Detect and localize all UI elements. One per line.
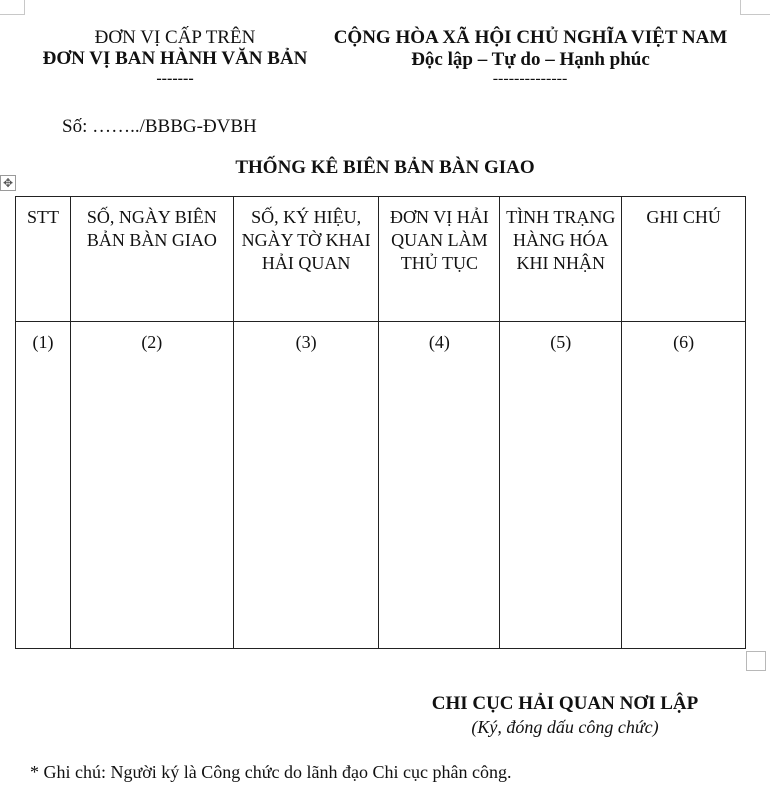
table-cell[interactable]: (3): [233, 322, 379, 649]
right-divider: --------------: [492, 70, 568, 87]
page-corner-mark-top-right: [740, 0, 770, 15]
national-title: CỘNG HÒA XÃ HỘI CHỦ NGHĨA VIỆT NAM: [333, 27, 728, 48]
table-cell[interactable]: (5): [500, 322, 622, 649]
left-divider: -------: [156, 70, 194, 87]
handover-table: [15, 196, 746, 649]
table-cell[interactable]: (1): [16, 322, 71, 649]
signature-subtitle: (Ký, đóng dấu công chức): [471, 717, 659, 737]
document-number: Số: ……../BBBG-ĐVBH: [62, 116, 257, 137]
column-header-record-no-date: SỐ, NGÀY BIÊN BẢN BÀN GIAO: [70, 197, 233, 322]
table-header-row: [16, 197, 746, 322]
table-resize-handle[interactable]: [746, 651, 766, 671]
table-cell[interactable]: (6): [622, 322, 746, 649]
national-motto: Độc lập – Tự do – Hạnh phúc: [411, 49, 650, 70]
table-cell[interactable]: (2): [70, 322, 233, 649]
signature-title: CHI CỤC HẢI QUAN NƠI LẬP: [431, 693, 699, 714]
column-header-goods-status: TÌNH TRẠNG HÀNG HÓA KHI NHẬN: [500, 197, 622, 322]
table-row: [16, 322, 746, 649]
page-corner-mark-top-left: [0, 0, 25, 15]
column-header-stt: STT: [16, 197, 71, 322]
issuing-unit: ĐƠN VỊ BAN HÀNH VĂN BẢN: [42, 48, 308, 69]
issuing-parent-unit: ĐƠN VỊ CẤP TRÊN: [94, 27, 256, 48]
document-title: THỐNG KÊ BIÊN BẢN BÀN GIAO: [235, 157, 535, 178]
column-header-notes: GHI CHÚ: [622, 197, 746, 322]
column-header-customs-unit: ĐƠN VỊ HẢI QUAN LÀM THỦ TỤC: [379, 197, 500, 322]
footnote: * Ghi chú: Người ký là Công chức do lãnh đạo Chi cục phân công.: [30, 762, 512, 782]
table-move-handle-icon[interactable]: ✥: [0, 175, 16, 191]
table-cell[interactable]: (4): [379, 322, 500, 649]
column-header-declaration: SỐ, KÝ HIỆU, NGÀY TỜ KHAI HẢI QUAN: [233, 197, 379, 322]
